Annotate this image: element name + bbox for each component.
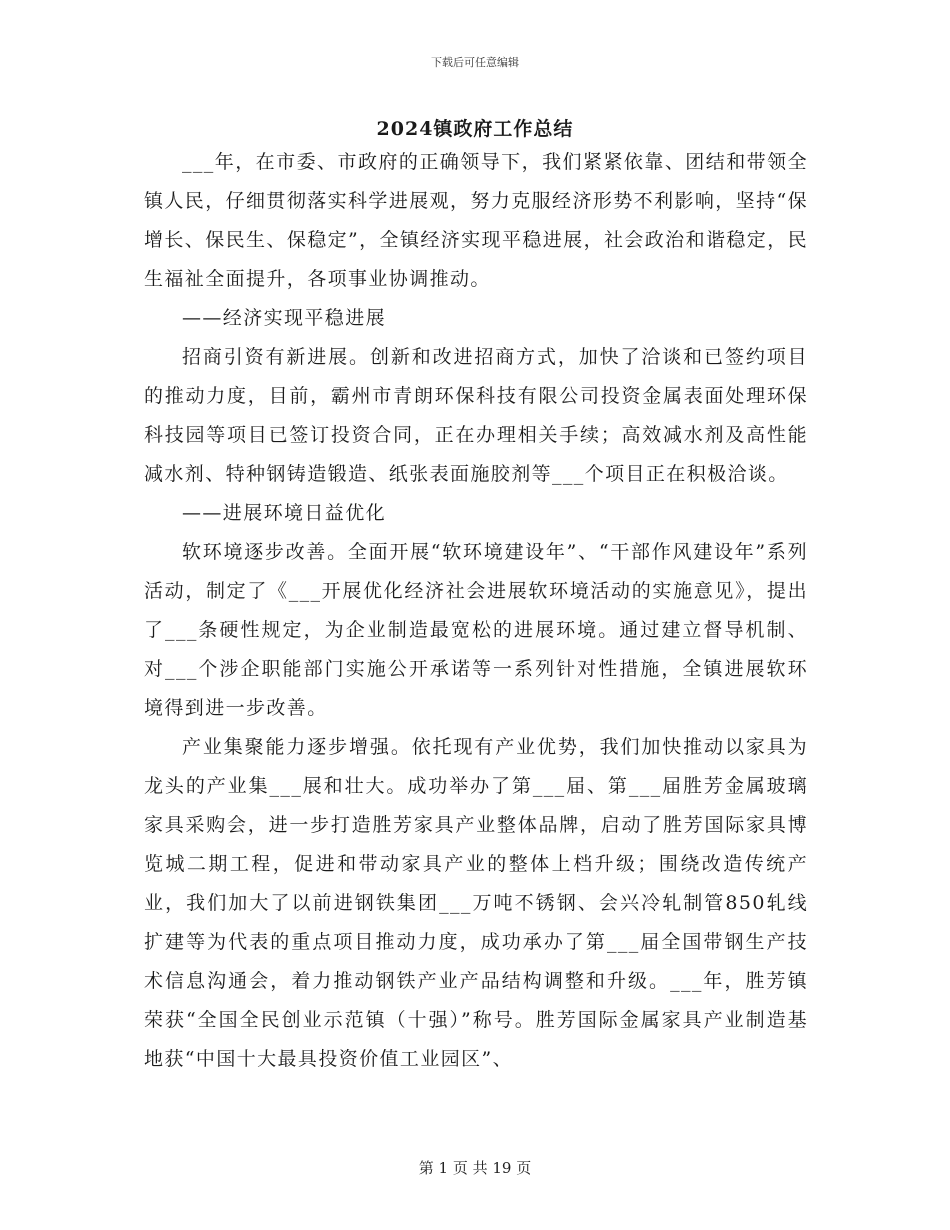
paragraph-investment: 招商引资有新进展。创新和改进招商方式，加快了洽谈和已签约项目的推动力度，目前，霸州市青朗环保科技有限公司投资金属表面处理环保科技园等项目已签订投资合同，正在办理相关手续；高效减水剂及高性能减水剂、特种钢铸造锻造、纸张表面施胶剂等___个项目正在积极洽谈。 bbox=[144, 346, 808, 485]
document-title: 2024镇政府工作总结 bbox=[376, 118, 574, 140]
document-body bbox=[144, 143, 808, 1079]
page-footer: 第 1 页 共 19 页 bbox=[418, 1159, 532, 1177]
paragraph-intro: ___年，在市委、市政府的正确领导下，我们紧紧依靠、团结和带领全镇人民，仔细贯彻落实科学进展观，努力克服经济形势不利影响，坚持“保增长、保民生、保稳定”，全镇经济实现平稳进展，社会政治和谐稳定，民生福祉全面提升，各项事业协调推动。 bbox=[144, 151, 808, 290]
section-heading-environment: ——进展环境日益优化 bbox=[182, 502, 387, 524]
paragraph-soft-environment: 软环境逐步改善。全面开展“软环境建设年”、“干部作风建设年”系列活动，制定了《___开展优化经济社会进展软环境活动的实施意见》，提出了___条硬性规定，为企业制造最宽松的进展环境。通过建立督导机制、对___个涉企职能部门实施公开承诺等一系列针对性措施，全镇进展软环境得到进一步改善。 bbox=[144, 541, 808, 719]
page-header-note: 下载后可任意编辑 bbox=[431, 56, 519, 69]
section-heading-economy: ——经济实现平稳进展 bbox=[182, 307, 387, 329]
paragraph-industry-cluster: 产业集聚能力逐步增强。依托现有产业优势，我们加快推动以家具为龙头的产业集___展和壮大。成功举办了第___届、第___届胜芳金属玻璃家具采购会，进一步打造胜芳家具产业整体品牌，启动了胜芳国际家具博览城二期工程，促进和带动家具产业的整体上档升级；围绕改造传统产业，我们加大了以前进钢铁集团___万吨不锈钢、会兴冷轧制管850轧线扩建等为代表的重点项目推动力度，成功承办了第___届全国带钢生产技术信息沟通会，着力推动钢铁产业产品结构调整和升级。___年，胜芳镇荣获“全国全民创业示范镇（十强）”称号。胜芳国际金属家具产业制造基地获“中国十大最具投资价值工业园区”、 bbox=[144, 736, 808, 1070]
